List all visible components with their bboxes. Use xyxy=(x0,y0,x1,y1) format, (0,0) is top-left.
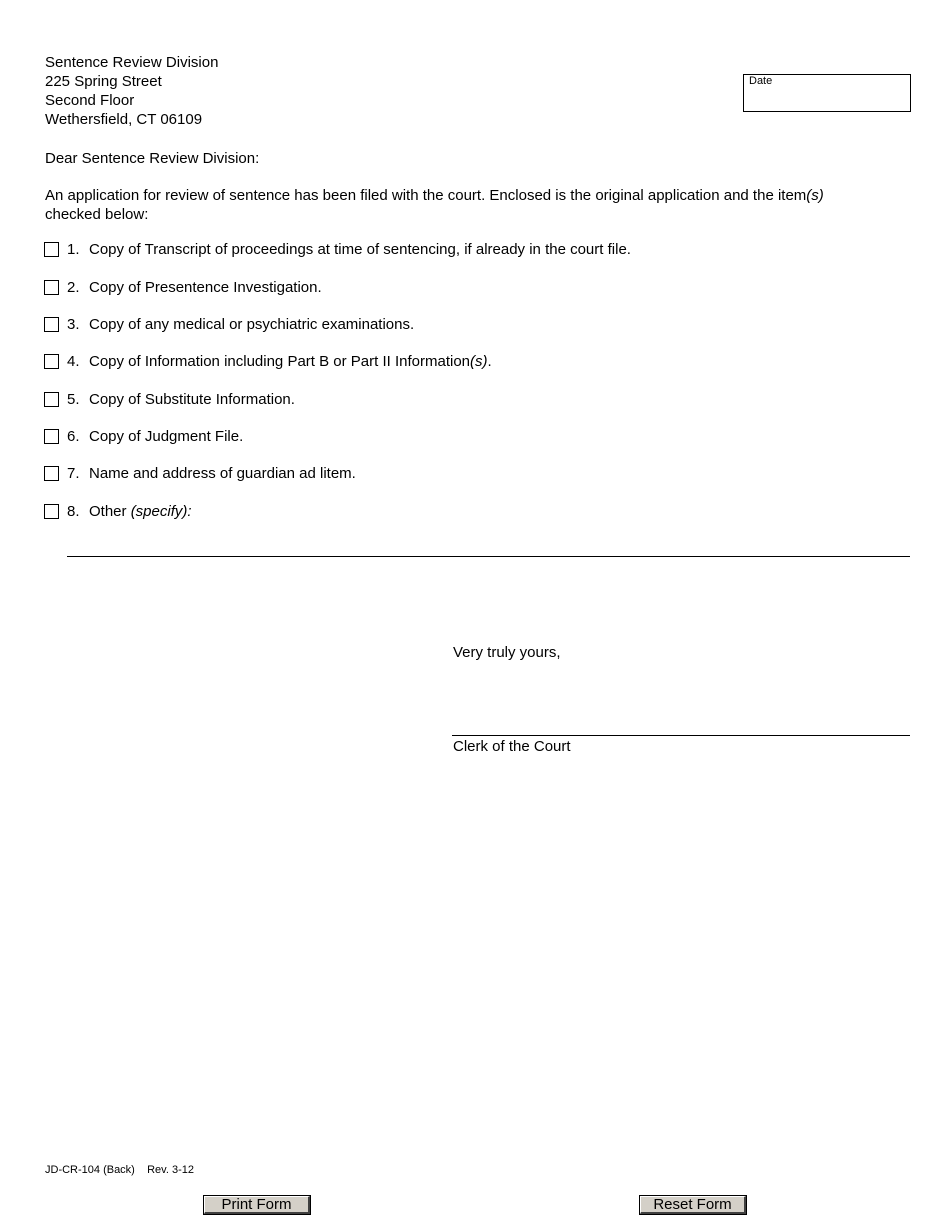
form-code: JD-CR-104 (Back) xyxy=(45,1164,135,1176)
item-text-main: Copy of Information including Part B or Part II Information xyxy=(89,353,471,370)
address-line-3: Second Floor xyxy=(45,92,135,109)
item-text xyxy=(89,427,243,446)
signature-title: Clerk of the Court xyxy=(453,738,571,755)
item-text-main: Copy of Presentence Investigation. xyxy=(89,279,322,296)
item-number: 4. xyxy=(67,353,80,370)
item-text-main: Copy of any medical or psychiatric examinations. xyxy=(89,316,415,333)
signature-line[interactable] xyxy=(452,735,910,736)
checklist-item-4 xyxy=(44,352,904,372)
checklist-item-8 xyxy=(44,502,904,522)
item-text xyxy=(89,352,492,371)
item-number: 5. xyxy=(67,391,80,408)
item-text-main: Copy of Judgment File. xyxy=(89,428,244,445)
checklist-item-5 xyxy=(44,390,904,410)
item-number: 1. xyxy=(67,241,80,258)
item-text xyxy=(89,464,356,483)
item-number: 2. xyxy=(67,279,80,296)
date-label: Date xyxy=(749,75,773,87)
intro-line-2: checked below: xyxy=(45,206,149,223)
checkbox-item-6[interactable] xyxy=(44,429,59,444)
item-number: 8. xyxy=(67,503,80,520)
checkbox-item-7[interactable] xyxy=(44,466,59,481)
item-text xyxy=(89,240,631,259)
item-number: 7. xyxy=(67,465,80,482)
checkbox-item-2[interactable] xyxy=(44,280,59,295)
item-number: 3. xyxy=(67,316,80,333)
other-specify-line[interactable] xyxy=(67,556,910,557)
item-text-italic: (specify): xyxy=(130,503,192,520)
form-revision: Rev. 3-12 xyxy=(147,1164,194,1176)
checkbox-item-1[interactable] xyxy=(44,242,59,257)
address-line-1: Sentence Review Division xyxy=(45,54,219,71)
item-text-main: Copy of Substitute Information. xyxy=(89,391,295,408)
intro-text: An application for review of sentence has been filed with the court. Enclosed is the original application and the item xyxy=(45,187,807,204)
item-text-main: Name and address of guardian ad litem. xyxy=(89,465,356,482)
print-form-button[interactable]: Print Form xyxy=(204,1196,310,1214)
item-text-main: Copy of Transcript of proceedings at time of sentencing, if already in the court file. xyxy=(89,241,631,258)
intro-paragraph xyxy=(45,186,824,205)
salutation: Dear Sentence Review Division: xyxy=(45,150,260,167)
checklist-item-7 xyxy=(44,464,904,484)
reset-form-button[interactable]: Reset Form xyxy=(640,1196,746,1214)
address-line-2: 225 Spring Street xyxy=(45,73,162,90)
checklist-item-1 xyxy=(44,240,904,260)
item-text xyxy=(89,502,192,521)
checkbox-item-8[interactable] xyxy=(44,504,59,519)
item-text-main: Other xyxy=(89,503,131,520)
item-number: 6. xyxy=(67,428,80,445)
checkbox-item-5[interactable] xyxy=(44,392,59,407)
checklist-item-6 xyxy=(44,427,904,447)
checklist-item-2 xyxy=(44,278,904,298)
date-field[interactable] xyxy=(743,74,911,112)
item-text-italic: (s) xyxy=(470,353,488,370)
checklist-item-3 xyxy=(44,315,904,335)
intro-italic: (s) xyxy=(806,187,824,204)
form-code-footer xyxy=(45,1164,194,1177)
valediction: Very truly yours, xyxy=(453,644,561,661)
item-text xyxy=(89,315,414,334)
item-text-after: . xyxy=(487,353,492,370)
checkbox-item-3[interactable] xyxy=(44,317,59,332)
item-text xyxy=(89,278,322,297)
checkbox-item-4[interactable] xyxy=(44,354,59,369)
item-text xyxy=(89,390,295,409)
address-line-4: Wethersfield, CT 06109 xyxy=(45,111,203,128)
